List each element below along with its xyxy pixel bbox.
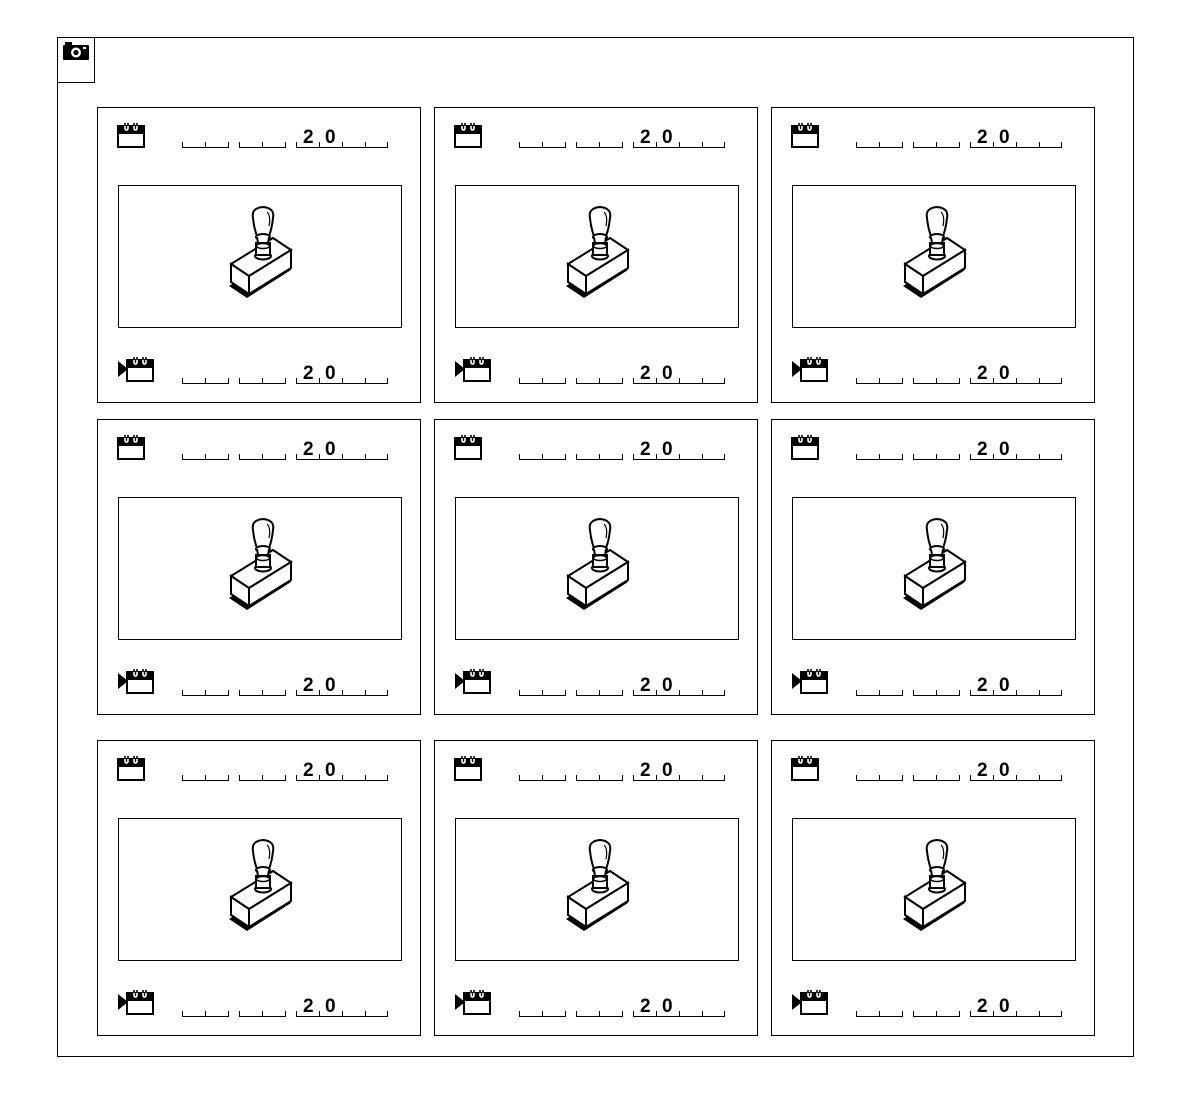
calendar-inspection-icon — [117, 356, 155, 382]
rubber-stamp-icon — [225, 206, 297, 302]
year-digit-1: 2 — [640, 439, 651, 460]
calendar-inspection-icon — [791, 668, 829, 694]
year-digit-2: 0 — [999, 439, 1010, 460]
service-card-6 — [771, 419, 1095, 715]
stamp-area[interactable] — [455, 185, 739, 328]
stamp-area[interactable] — [792, 497, 1076, 640]
year-digit-1: 2 — [303, 363, 314, 384]
calendar-icon — [454, 434, 482, 460]
year-digit-2: 0 — [999, 363, 1010, 384]
service-card-1 — [97, 107, 421, 403]
calendar-inspection-icon — [117, 989, 155, 1015]
year-digit-2: 0 — [325, 996, 336, 1017]
calendar-inspection-icon — [791, 356, 829, 382]
year-digit-2: 0 — [662, 760, 673, 781]
calendar-icon — [791, 755, 819, 781]
calendar-icon — [791, 122, 819, 148]
year-digit-1: 2 — [303, 996, 314, 1017]
year-digit-1: 2 — [977, 363, 988, 384]
rubber-stamp-icon — [899, 518, 971, 614]
year-digit-1: 2 — [303, 127, 314, 148]
year-digit-1: 2 — [303, 439, 314, 460]
stamp-area[interactable] — [455, 818, 739, 961]
rubber-stamp-icon — [225, 518, 297, 614]
service-card-4 — [97, 419, 421, 715]
service-card-3 — [771, 107, 1095, 403]
calendar-icon — [117, 755, 145, 781]
year-digit-2: 0 — [325, 760, 336, 781]
stamp-area[interactable] — [118, 185, 402, 328]
year-digit-2: 0 — [662, 363, 673, 384]
rubber-stamp-icon — [562, 839, 634, 935]
stamp-area[interactable] — [792, 818, 1076, 961]
rubber-stamp-icon — [562, 518, 634, 614]
year-digit-1: 2 — [977, 760, 988, 781]
year-digit-1: 2 — [977, 439, 988, 460]
calendar-icon — [117, 434, 145, 460]
year-digit-2: 0 — [662, 127, 673, 148]
year-digit-1: 2 — [640, 127, 651, 148]
year-digit-1: 2 — [303, 675, 314, 696]
calendar-icon — [117, 122, 145, 148]
service-card-8 — [434, 740, 758, 1036]
year-digit-1: 2 — [977, 675, 988, 696]
stamp-area[interactable] — [792, 185, 1076, 328]
rubber-stamp-icon — [899, 206, 971, 302]
year-digit-2: 0 — [325, 675, 336, 696]
year-digit-2: 0 — [325, 127, 336, 148]
year-digit-2: 0 — [999, 760, 1010, 781]
service-card-9 — [771, 740, 1095, 1036]
calendar-icon — [454, 755, 482, 781]
year-digit-2: 0 — [325, 439, 336, 460]
calendar-inspection-icon — [454, 668, 492, 694]
year-digit-1: 2 — [640, 996, 651, 1017]
stamp-area[interactable] — [118, 818, 402, 961]
year-digit-2: 0 — [325, 363, 336, 384]
service-card-7 — [97, 740, 421, 1036]
year-digit-1: 2 — [640, 363, 651, 384]
rubber-stamp-icon — [225, 839, 297, 935]
calendar-inspection-icon — [791, 989, 829, 1015]
calendar-icon — [791, 434, 819, 460]
year-digit-2: 0 — [662, 996, 673, 1017]
calendar-inspection-icon — [454, 356, 492, 382]
rubber-stamp-icon — [562, 206, 634, 302]
year-digit-1: 2 — [640, 675, 651, 696]
service-card-5 — [434, 419, 758, 715]
stamp-area[interactable] — [455, 497, 739, 640]
stamp-area[interactable] — [118, 497, 402, 640]
service-card-2 — [434, 107, 758, 403]
calendar-inspection-icon — [117, 668, 155, 694]
year-digit-1: 2 — [640, 760, 651, 781]
year-digit-2: 0 — [999, 996, 1010, 1017]
year-digit-1: 2 — [977, 996, 988, 1017]
calendar-inspection-icon — [454, 989, 492, 1015]
year-digit-1: 2 — [303, 760, 314, 781]
year-digit-2: 0 — [999, 675, 1010, 696]
year-digit-2: 0 — [999, 127, 1010, 148]
year-digit-2: 0 — [662, 439, 673, 460]
calendar-icon — [454, 122, 482, 148]
year-digit-1: 2 — [977, 127, 988, 148]
year-digit-2: 0 — [662, 675, 673, 696]
rubber-stamp-icon — [899, 839, 971, 935]
